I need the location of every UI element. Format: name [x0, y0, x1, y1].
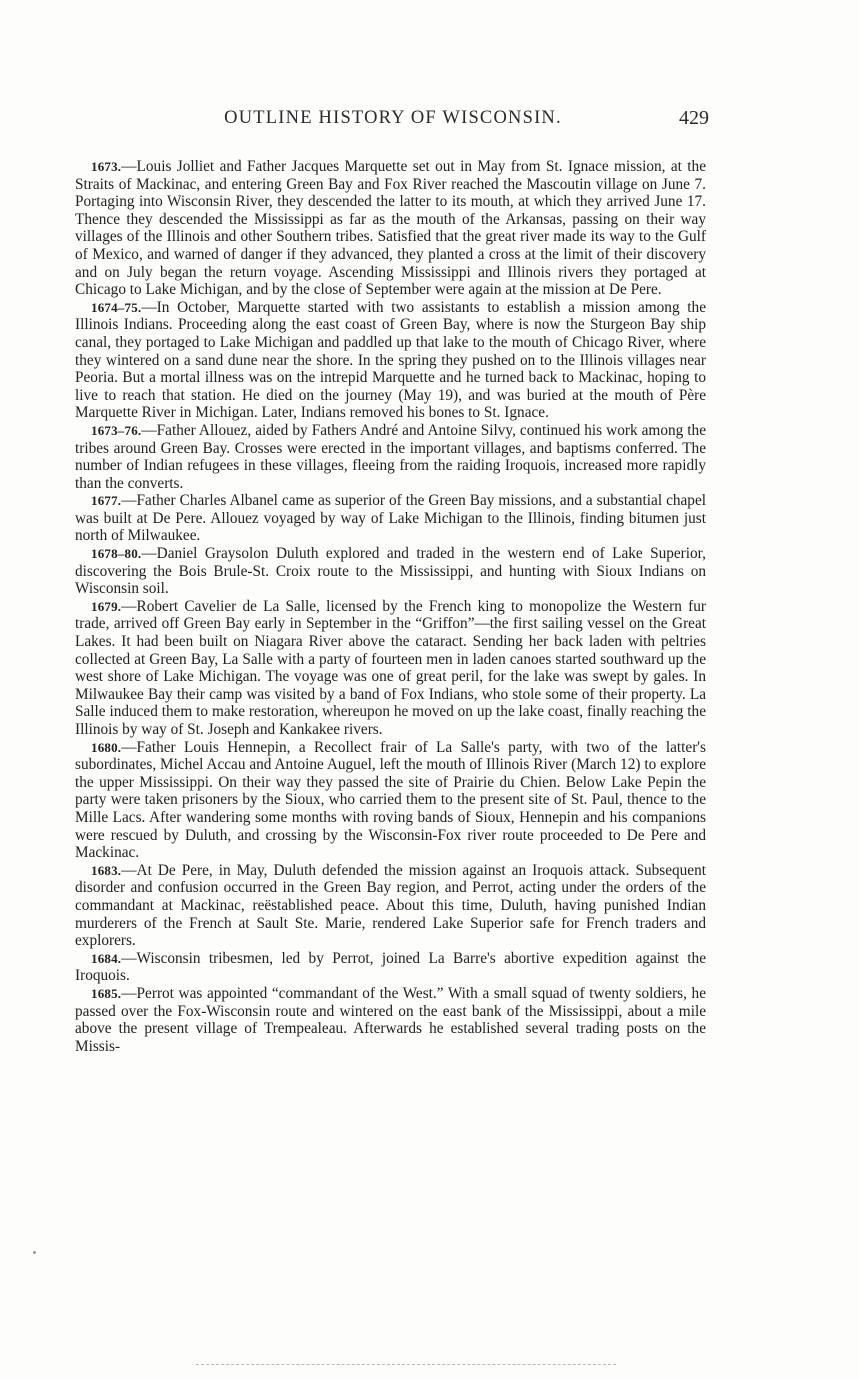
entry-date: 1680.: [91, 739, 122, 755]
entry-1673: [75, 158, 706, 299]
entry-text: —Perrot was appointed “commandant of the West.” With a small squad of twenty soldiers, he passed over the Fox-Wisconsin route and wintered on the east bank of the Mississippi, about a mile above the present village of Trempealeau. Afterwards he established several trading posts on the Missis-: [75, 984, 706, 1055]
entry-date: 1684.: [91, 950, 122, 966]
entry-date: 1685.: [91, 985, 122, 1001]
running-head: [75, 108, 711, 138]
scan-speck: [33, 1251, 36, 1254]
entry-text: —Daniel Graysolon Duluth explored and traded in the western end of Lake Superior, discovering the Bois Brule-St. Croix route to the Mississippi, and hunting with Sioux Indians on Wisconsin soil.: [75, 545, 706, 598]
bottom-scan-artifact: [196, 1364, 616, 1365]
entry-1677: [75, 492, 706, 545]
entry-text: —Father Allouez, aided by Fathers André and Antoine Silvy, continued his work among the tribes around Green Bay. Crosses were erected in the important villages, and baptisms conferred. The number of Indian refugees in these villages, fleeing from the raiding Iroquois, increased more rapidly than the converts.: [75, 421, 706, 492]
body-text: [75, 158, 706, 1055]
entry-text: —Louis Jolliet and Father Jacques Marquette set out in May from St. Ignace mission, at the Straits of Mackinac, and entering Green Bay and Fox River reached the Mascoutin village on June 7. Portaging into Wisconsin River, they descended the latter to its mouth, at which they arrived June 17. Thence they descended the Mississippi as far as the mouth of the Arkansas, passing on their way villages of the Illinois and other Southern tribes. Satisfied that the great river made its way to the Gulf of Mexico, and warned of danger if they advanced, they planted a cross at the limit of their discovery and on July began the return voyage. Ascending Mississippi and Illinois rivers they portaged at Chicago to Lake Michigan, and by the close of September were again at the mission at De Pere.: [75, 158, 706, 299]
entry-date: 1683.: [91, 862, 122, 878]
entry-1673-76: [75, 422, 706, 492]
entry-date: 1673.: [91, 159, 122, 174]
entry-1685: [75, 985, 706, 1055]
entry-text: —Father Charles Albanel came as superior of the Green Bay missions, and a substantial chapel was built at De Pere. Allouez voyaged by way of Lake Michigan to the Illinois, finding bitumen just north of Milwaukee.: [75, 492, 706, 545]
entry-text: —Wisconsin tribesmen, led by Perrot, joined La Barre's abortive expedition against the Iroquois.: [75, 949, 706, 985]
entry-text: —In October, Marquette started with two assistants to establish a mission among the Illinois Indians. Proceeding along the east coast of Green Bay, where is now the Sturgeon Bay ship canal, they portaged to Lake Michigan and paddled up that lake to the mouth of Chicago River, where they wintered on a sand dune near the shore. In the spring they pushed on to the Illinois villages near Peoria. But a mortal illness was on the intrepid Marquette and he turned back to Mackinac, hoping to live to reach that station. He died on the journey (May 19), and was buried at the mouth of Père Marquette River in Michigan. Later, Indians removed his bones to St. Ignace.: [75, 298, 706, 422]
entry-1683: [75, 862, 706, 950]
entry-1674-75: [75, 299, 706, 422]
entry-date: 1679.: [91, 598, 122, 614]
entry-1679: [75, 598, 706, 739]
entry-date: 1674–75.: [91, 299, 142, 315]
entry-1680: [75, 739, 706, 862]
entry-date: 1678–80.: [91, 546, 142, 562]
page-title: OUTLINE HISTORY OF WISCONSIN.: [224, 108, 562, 128]
entry-text: —At De Pere, in May, Duluth defended the mission against an Iroquois attack. Subsequent disorder and confusion occurred in the Green Bay region, and Perrot, acting under the orders of the commandant at Mackinac, reëstablished peace. About this time, Duluth, having punished Indian murderers of the French at Sault Ste. Marie, rendered Lake Superior safe for French traders and explorers.: [75, 861, 706, 950]
entry-1684: [75, 950, 706, 985]
entry-1678-80: [75, 545, 706, 598]
entry-text: —Father Louis Hennepin, a Recollect frair of La Salle's party, with two of the latter's subordinates, Michel Accau and Antoine Auguel, left the mouth of Illinois River (March 12) to explore the upper Mississippi. On their way they passed the site of Prairie du Chien. Below Lake Pepin the party were taken prisoners by the Sioux, who carried them to the present site of St. Paul, thence to the Mille Lacs. After wandering some months with roving bands of Sioux, Hennepin and his companions were rescued by Duluth, and crossing by the Wisconsin-Fox river route proceeded to De Pere and Mackinac.: [75, 738, 706, 862]
entry-text: —Robert Cavelier de La Salle, licensed by the French king to monopolize the Western fur trade, arrived off Green Bay early in September in the “Griffon”—the first sailing vessel on the Great Lakes. It had been built on Niagara River above the cataract. Sending her back laden with peltries collected at Green Bay, La Salle with a party of fourteen men in laden canoes started southward up the west shore of Lake Michigan. The voyage was one of great peril, for the lake was swept by gales. In Milwaukee Bay their camp was visited by a band of Fox Indians, who stole some of their property. La Salle induced them to make restoration, whereupon he moved on up the lake coast, finally reaching the Illinois by way of St. Joseph and Kankakee rivers.: [75, 597, 706, 738]
page-number: 429: [679, 107, 709, 129]
entry-date: 1677.: [91, 493, 122, 509]
entry-date: 1673–76.: [91, 422, 142, 438]
